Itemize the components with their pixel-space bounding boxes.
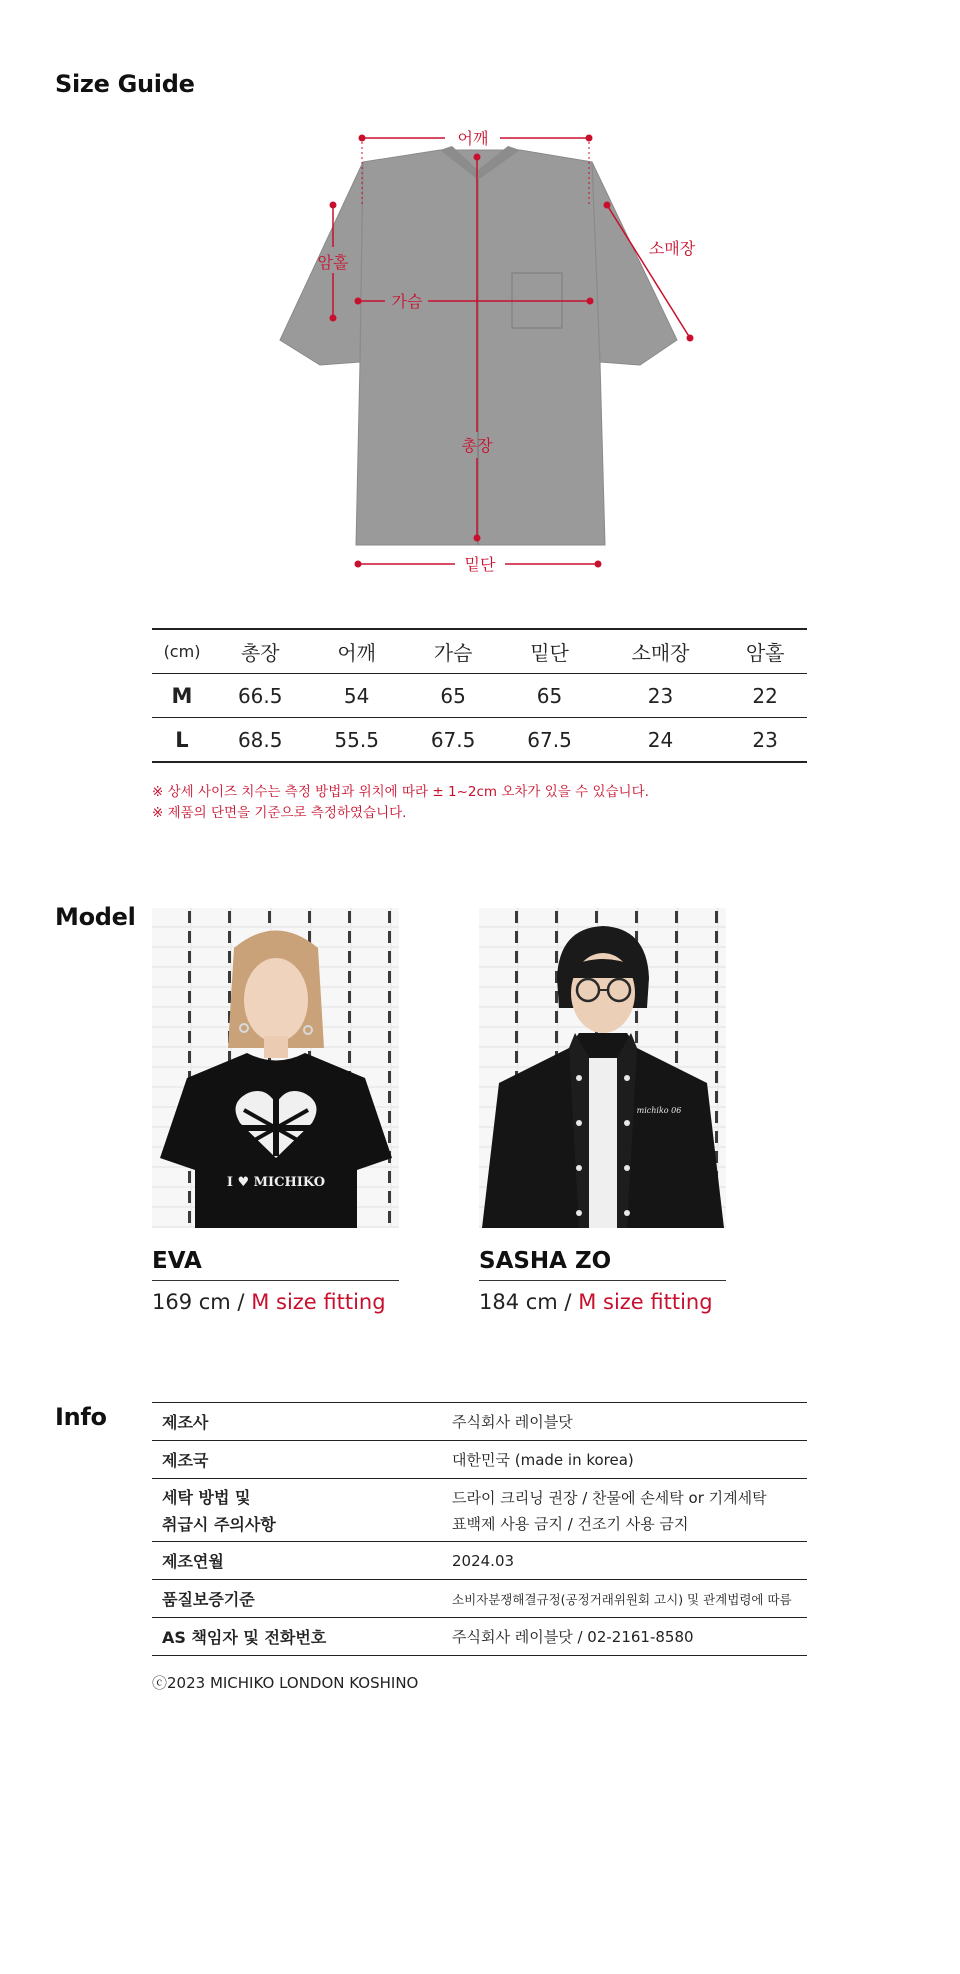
note-measurement: ※ 제품의 단면을 기준으로 측정하였습니다.	[152, 805, 407, 821]
model-fit-size: M size fitting	[578, 1290, 713, 1314]
model-photo-eva	[152, 908, 399, 1228]
shirt-illustration	[280, 146, 677, 545]
info-value: 대한민국 (made in korea)	[442, 1441, 807, 1479]
label-hem: 밑단	[464, 555, 496, 574]
info-key-line: 취급시 주의사항	[162, 1515, 276, 1534]
table-cell: 66.5	[212, 674, 308, 718]
info-key: 품질보증기준	[152, 1580, 442, 1618]
info-value: 소비자분쟁해결규정(공정거래위원회 고시) 및 관계법령에 따름	[442, 1580, 807, 1618]
size-label: L	[152, 718, 212, 763]
size-diagram	[0, 120, 960, 590]
info-value: 2024.03	[442, 1542, 807, 1580]
table-cell: 55.5	[308, 718, 404, 763]
table-cell: 65	[405, 674, 501, 718]
info-value: 주식회사 레이블닷 / 02-2161-8580	[442, 1618, 807, 1656]
info-key: 제조국	[152, 1441, 442, 1479]
jacket-embroidery-text: michiko 06	[636, 1106, 682, 1115]
table-row	[152, 1542, 807, 1580]
table-cell: 22	[723, 674, 807, 718]
size-table-header-row	[152, 629, 807, 674]
model-fit-eva	[152, 1290, 386, 1314]
size-label: M	[152, 674, 212, 718]
model-photo-sasha	[479, 908, 726, 1228]
table-cell: 65	[501, 674, 597, 718]
table-cell: 67.5	[405, 718, 501, 763]
label-armhole: 암홀	[317, 253, 349, 272]
table-row	[152, 1479, 807, 1542]
note-tolerance: ※ 상세 사이즈 치수는 측정 방법과 위치에 따라 ± 1~2cm 오차가 있을 수 있습니다.	[152, 784, 649, 800]
header-length: 총장	[212, 629, 308, 674]
info-value	[442, 1479, 807, 1542]
info-title: Info	[55, 1403, 107, 1431]
table-cell: 68.5	[212, 718, 308, 763]
model-height: 169 cm /	[152, 1290, 245, 1314]
label-length: 총장	[461, 436, 493, 455]
label-sleeve: 소매장	[648, 239, 696, 258]
info-value: 주식회사 레이블닷	[442, 1403, 807, 1441]
header-armhole: 암홀	[723, 629, 807, 674]
table-cell: 67.5	[501, 718, 597, 763]
table-cell: 54	[308, 674, 404, 718]
table-cell: 24	[598, 718, 724, 763]
model-name-eva: EVA	[152, 1248, 202, 1274]
label-shoulder: 어깨	[457, 129, 489, 148]
label-chest: 가슴	[391, 292, 423, 311]
unit-label: (cm)	[152, 629, 212, 674]
hem-measure	[355, 555, 602, 574]
model-height: 184 cm /	[479, 1290, 572, 1314]
header-shoulder: 어깨	[308, 629, 404, 674]
table-row	[152, 1580, 807, 1618]
info-key-line: 세탁 방법 및	[162, 1488, 251, 1507]
info-value-line: 드라이 크리닝 권장 / 찬물에 손세탁 or 기계세탁	[452, 1488, 767, 1507]
info-key: 제조사	[152, 1403, 442, 1441]
model-title: Model	[55, 903, 136, 931]
table-cell: 23	[598, 674, 724, 718]
header-hem: 밑단	[501, 629, 597, 674]
model-divider	[479, 1280, 726, 1281]
table-row	[152, 1441, 807, 1479]
table-row	[152, 1618, 807, 1656]
model-fit-sasha	[479, 1290, 713, 1314]
copyright: ⓒ2023 MICHIKO LONDON KOSHINO	[152, 1674, 419, 1692]
info-table	[152, 1402, 807, 1656]
model-divider	[152, 1280, 399, 1281]
info-key	[152, 1479, 442, 1542]
info-value-line: 표백제 사용 금지 / 건조기 사용 금지	[452, 1514, 689, 1533]
size-guide-title: Size Guide	[55, 70, 195, 98]
info-key: 제조연월	[152, 1542, 442, 1580]
info-key: AS 책임자 및 전화번호	[152, 1618, 442, 1656]
table-row	[152, 718, 807, 763]
header-chest: 가슴	[405, 629, 501, 674]
header-sleeve: 소매장	[598, 629, 724, 674]
model-name-sasha: SASHA ZO	[479, 1248, 612, 1274]
tshirt-print-text: I ♥ MICHIKO	[226, 1175, 326, 1190]
size-table	[152, 628, 807, 763]
table-cell: 23	[723, 718, 807, 763]
model-fit-size: M size fitting	[251, 1290, 386, 1314]
table-row	[152, 1403, 807, 1441]
table-row	[152, 674, 807, 718]
